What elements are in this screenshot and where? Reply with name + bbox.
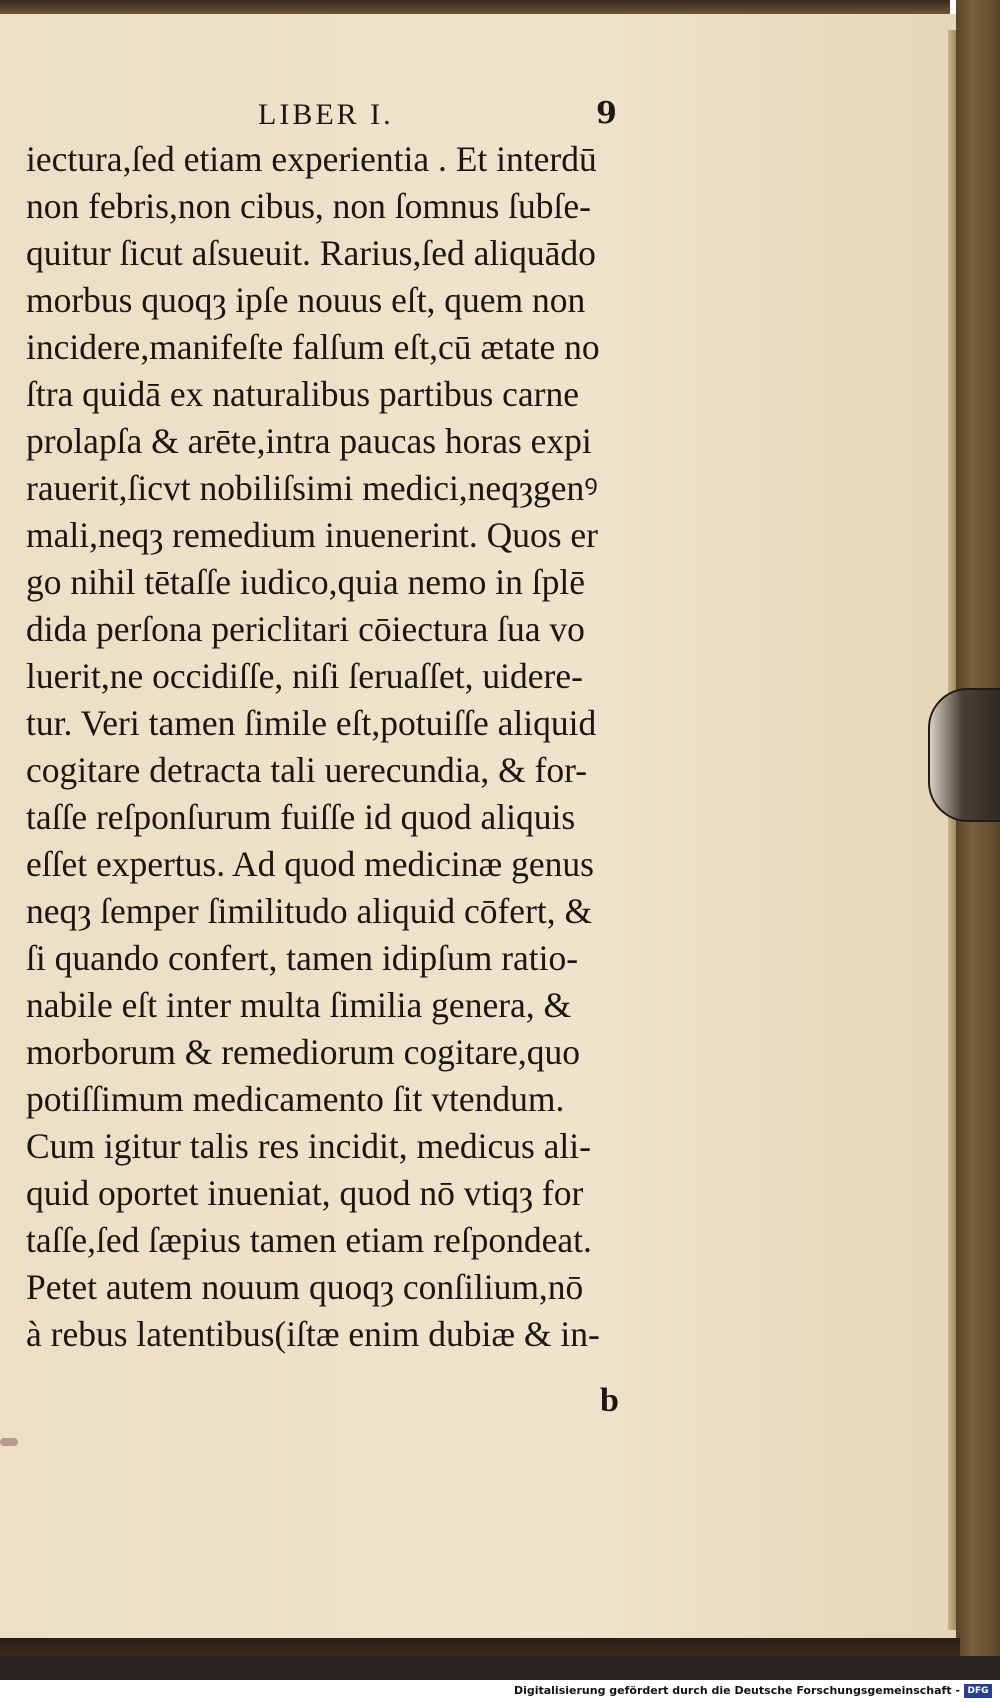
text-line: luerit,ne occidiſſe, niſi ſeruaſſet, uidere- <box>26 656 583 696</box>
text-line: non febris,non cibus, non ſomnus ſubſe- <box>26 186 591 226</box>
text-line: cogitare detracta tali uerecundia, & for- <box>26 750 588 790</box>
running-head: LIBER I. <box>258 98 394 131</box>
book-clasp <box>928 688 1000 822</box>
text-line: incidere,manifeſte falſum eſt,cū ætate no <box>26 327 600 367</box>
body-text <box>26 136 746 1358</box>
text-line: à rebus latentibus(iſtæ enim dubiæ & in- <box>26 1314 600 1354</box>
dfg-logo: DFG <box>964 1684 992 1698</box>
page-stain <box>0 1438 18 1446</box>
text-line: ſi quando confert, tamen idipſum ratio- <box>26 938 579 978</box>
text-line: quitur ſicut aſsueuit. Rarius,ſed aliquādo <box>26 233 596 273</box>
text-line: iectura,ſed etiam experientia . Et interdū <box>26 139 597 179</box>
text-line: eſſet expertus. Ad quod medicinæ genus <box>26 844 594 884</box>
scan-bottom-border <box>0 1656 1000 1680</box>
text-line: taſſe,ſed ſæpius tamen etiam reſpondeat. <box>26 1220 592 1260</box>
funding-credit: Digitalisierung gefördert durch die Deutsche Forschungsgemeinschaft - <box>513 1684 960 1697</box>
text-line: nabile eſt inter multa ſimilia genera, & <box>26 985 572 1025</box>
page-number: 9 <box>596 96 617 131</box>
signature-mark: b <box>600 1382 619 1419</box>
text-line: tur. Veri tamen ſimile eſt,potuiſſe aliquid <box>26 703 597 743</box>
text-line: neqȝ ſemper ſimilitudo aliquid cōfert, & <box>26 891 593 931</box>
text-line: potiſſimum medicamento ſit vtendum. <box>26 1079 565 1119</box>
text-line: go nihil tētaſſe iudico,quia nemo in ſplē <box>26 562 586 602</box>
text-line: dida perſona periclitari cōiectura ſua vo <box>26 609 585 649</box>
text-line: mali,neqȝ remedium inuenerint. Quos er <box>26 515 599 555</box>
text-line: taſſe reſponſurum fuiſſe id quod aliquis <box>26 797 576 837</box>
text-line: quid oportet inueniat, quod nō vtiqȝ for <box>26 1173 584 1213</box>
text-line: Petet autem nouum quoqȝ conſilium,nō <box>26 1267 584 1307</box>
text-line: ſtra quidā ex naturalibus partibus carne <box>26 374 580 414</box>
digitization-footer <box>0 1680 1000 1702</box>
text-line: rauerit,ſicvt nobiliſsimi medici,neqȝgenꝰ <box>26 468 598 508</box>
text-line: morborum & remediorum cogitare,quo <box>26 1032 581 1072</box>
page-bottom-shadow <box>0 1638 960 1656</box>
text-line: prolapſa & arēte,intra paucas horas expi <box>26 421 592 461</box>
text-line: Cum igitur talis res incidit, medicus ali- <box>26 1126 591 1166</box>
text-line: morbus quoqȝ ipſe nouus eſt, quem non <box>26 280 586 320</box>
book-cover-spine <box>956 0 1000 1680</box>
